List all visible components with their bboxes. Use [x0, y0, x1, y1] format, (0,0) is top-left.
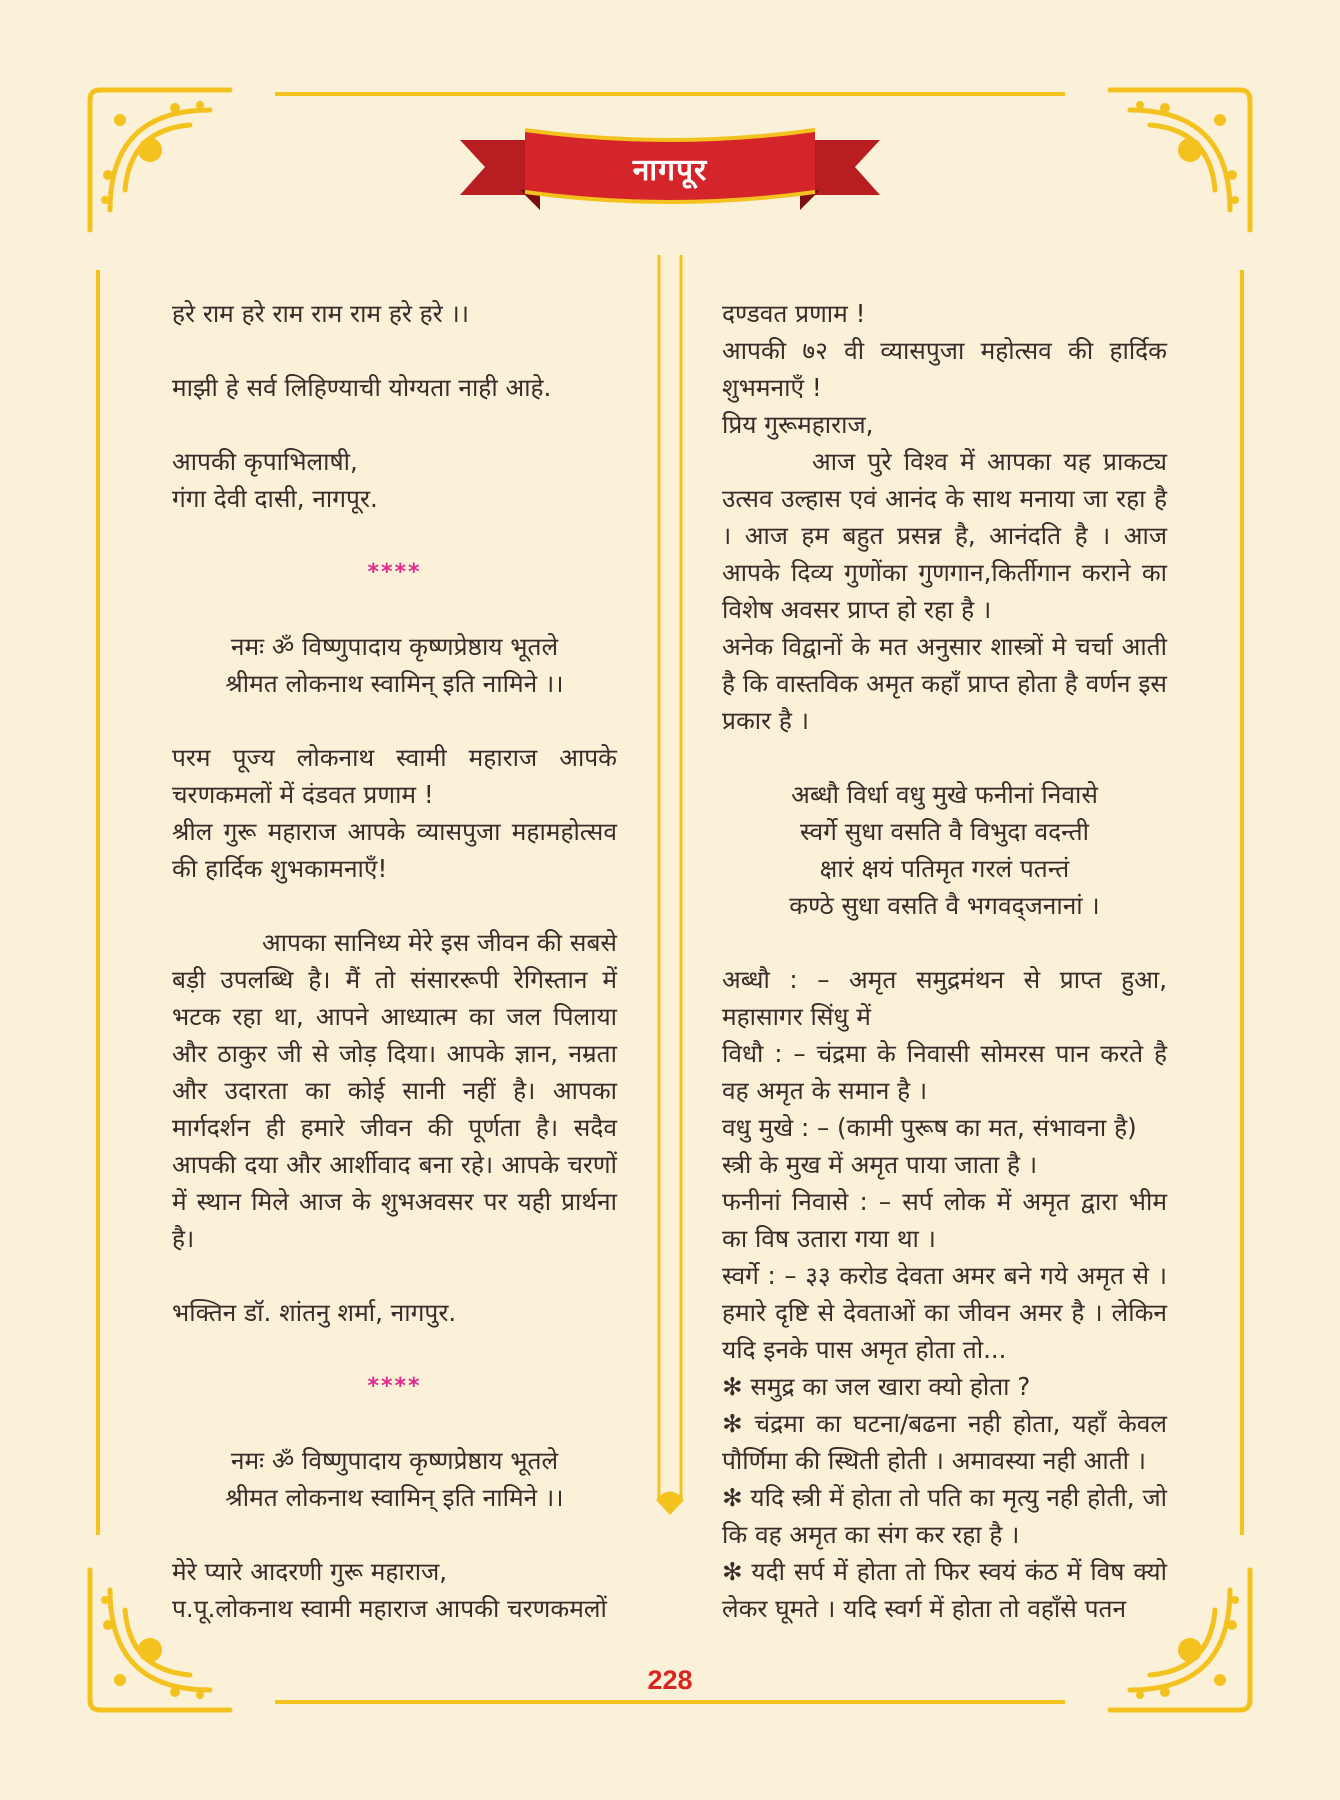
- frame-left-line: [96, 270, 100, 1535]
- mantra-line: श्रीमत लोकनाथ स्वामिन् इति नामिने ।।: [225, 1483, 564, 1512]
- column-divider: [651, 255, 689, 1515]
- paragraph: अनेक विद्वानों के मत अनुसार शास्त्रों मे चर्चा आती है कि वास्तविक अमृत कहाँ प्राप्त होता है वर्णन इस प्रकार है ।: [722, 632, 1167, 735]
- paragraph: मेरे प्यारे आदरणी गुरू महाराज,: [172, 1557, 448, 1586]
- separator-stars: ****: [367, 1374, 422, 1399]
- paragraph: आज पुरे विश्व में आपका यह प्राकट्य उत्सव उल्हास एवं आनंद के साथ मनाया जा रहा है । आज हम बहुत प्रसन्न है, आनंदति है । आज आपके दिव्य गुणोंका गुणगान,किर्तीगान कराने का विशेष अवसर प्राप्त हो रहा है ।: [722, 447, 1167, 624]
- mantra-line: नमः ॐ विष्णुपादाय कृष्णप्रेष्ठाय भूतले: [230, 632, 559, 661]
- bullet-item: ✻ चंद्रमा का घटना/बढना नही होता, यहाँ केवल पौर्णिमा की स्थिती होती । अमावस्या नही आती ।: [722, 1409, 1167, 1475]
- verse-line: कण्ठे सुधा वसति वै भगवद्जनानां ।: [789, 891, 1100, 920]
- mantra-line: नमः ॐ विष्णुपादाय कृष्णप्रेष्ठाय भूतले: [230, 1446, 559, 1475]
- paragraph: दण्डवत प्रणाम !: [722, 299, 866, 328]
- paragraph: प.पू.लोकनाथ स्वामी महाराज आपकी चरणकमलों: [172, 1594, 607, 1623]
- bullet-item: ✻ समुद्र का जल खारा क्यो होता ?: [722, 1372, 1031, 1401]
- frame-right-line: [1240, 270, 1244, 1535]
- page-title: नागपूर: [632, 153, 708, 188]
- verse-line: अब्धौ विर्धा वधु मुखे फनीनां निवासे: [791, 780, 1098, 809]
- signature: भक्तिन डॉ. शांतनु शर्मा, नागपुर.: [172, 1298, 457, 1327]
- paragraph: प्रिय गुरूमहाराज,: [722, 410, 874, 439]
- separator-stars: ****: [367, 560, 422, 585]
- left-column: [172, 295, 617, 1627]
- signature: गंगा देवी दासी, नागपूर.: [172, 484, 378, 513]
- definition: स्त्री के मुख में अमृत पाया जाता है ।: [722, 1150, 1038, 1179]
- paragraph: हरे राम हरे राम राम राम हरे हरे ।।: [172, 299, 470, 328]
- closing-line: आपकी कृपाभिलाषी,: [172, 447, 358, 476]
- right-column: [722, 295, 1167, 1627]
- page-number: 228: [647, 1665, 693, 1695]
- definition: वधु मुखे : – (कामी पुरूष का मत, संभावना है): [722, 1113, 1137, 1142]
- verse-line: स्वर्गे सुधा वसति वै विभुदा वदन्ती: [799, 817, 1089, 846]
- definition: अब्धौ : – अमृत समुद्रमंथन से प्राप्त हुआ, महासागर सिंधु में: [722, 965, 1167, 1031]
- frame-top-line: [275, 92, 1065, 96]
- verse-line: क्षारं क्षयं पतिमृत गरलं पतन्तं: [819, 854, 1070, 883]
- paragraph: श्रील गुरू महाराज आपके व्यासपुजा महामहोत्सव की हार्दिक शुभकामनाएँ!: [172, 817, 617, 883]
- definition: स्वर्गे : – ३३ करोड देवता अमर बने गये अमृत से । हमारे दृष्टि से देवताओं का जीवन अमर है । लेकिन यदि इनके पास अमृत होता तो...: [722, 1261, 1167, 1364]
- definition: फनीनां निवासे : – सर्प लोक में अमृत द्वारा भीम का विष उतारा गया था ।: [722, 1187, 1167, 1253]
- bullet-item: ✻ यदी सर्प में होता तो फिर स्वयं कंठ में विष क्यो लेकर घूमते । यदि स्वर्ग में होता तो वहाँसे पतन: [722, 1557, 1167, 1623]
- paragraph: आपकी ७२ वी व्यासपुजा महोत्सव की हार्दिक शुभमनाएँ !: [722, 336, 1167, 402]
- paragraph: आपका सानिध्य मेरे इस जीवन की सबसे बड़ी उपलब्धि है। मैं तो संसाररूपी रेगिस्तान में भटक रहा था, आपने आध्यात्म का जल पिलाया और ठाकुर जी से जोड़ दिया। आपके ज्ञान, नम्रता और उदारता का कोई सानी नहीं है। आपका मार्गदर्शन ही हमारे जीवन की पूर्णता है। सदैव आपकी दया और आर्शीवाद बना रहे। आपके चरणों में स्थान मिले आज के शुभअवसर पर यही प्रार्थना है।: [172, 928, 617, 1253]
- paragraph: परम पूज्य लोकनाथ स्वामी महाराज आपके चरणकमलों में दंडवत प्रणाम !: [172, 743, 617, 809]
- mantra-line: श्रीमत लोकनाथ स्वामिन् इति नामिने ।।: [225, 669, 564, 698]
- paragraph: माझी हे सर्व लिहिण्याची योग्यता नाही आहे.: [172, 373, 552, 402]
- definition: विधौ : – चंद्रमा के निवासी सोमरस पान करते है वह अमृत के समान है ।: [722, 1039, 1167, 1105]
- frame-bottom-line: [275, 1700, 1065, 1704]
- bullet-item: ✻ यदि स्त्री में होता तो पति का मृत्यु नही होती, जो कि वह अमृत का संग कर रहा है ।: [722, 1483, 1167, 1549]
